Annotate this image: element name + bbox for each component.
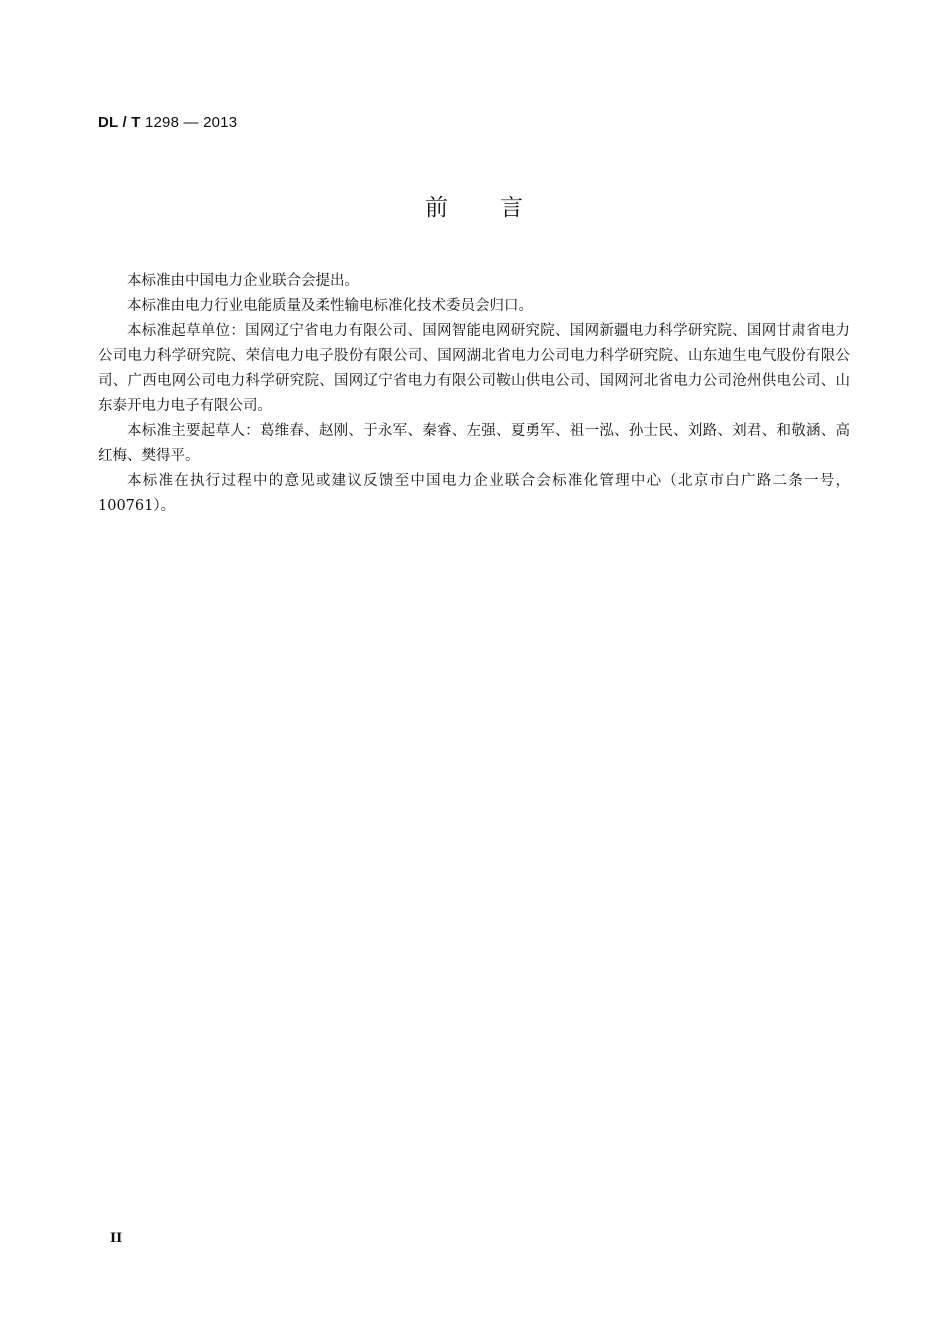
page-title-char-1: 前 xyxy=(425,195,450,221)
page-title-char-2: 言 xyxy=(500,195,525,221)
paragraph-proposer: 本标准由中国电力企业联合会提出。 xyxy=(127,273,359,289)
paragraph-feedback: 本标准在执行过程中的意见或建议反馈至中国电力企业联合会标准化管理中心（北京市白广路二条一号，100761）。 xyxy=(98,473,850,514)
paragraph-drafters: 本标准主要起草人：葛维春、赵刚、于永军、秦睿、左强、夏勇军、祖一泓、孙士民、刘路、刘君、和敬涵、高红梅、樊得平。 xyxy=(98,423,850,464)
standard-code xyxy=(98,114,237,132)
paragraph-drafting-units: 本标准起草单位：国网辽宁省电力有限公司、国网智能电网研究院、国网新疆电力科学研究院、国网甘肃省电力公司电力科学研究院、荣信电力电子股份有限公司、国网湖北省电力公司电力科学研究院、山东迪生电气股份有限公司、广西电网公司电力科学研究院、国网辽宁省电力有限公司鞍山供电公司、国网河北省电力公司沧州供电公司、山东泰开电力电子有限公司。 xyxy=(98,323,850,414)
standard-code-number: 1298 — 2013 xyxy=(140,114,238,131)
standard-code-prefix: DL / T xyxy=(98,114,141,131)
foreword-body xyxy=(98,269,850,519)
paragraph-committee: 本标准由电力行业电能质量及柔性输电标准化技术委员会归口。 xyxy=(127,298,533,314)
page-number: II xyxy=(110,1231,123,1246)
page-title xyxy=(0,192,950,224)
